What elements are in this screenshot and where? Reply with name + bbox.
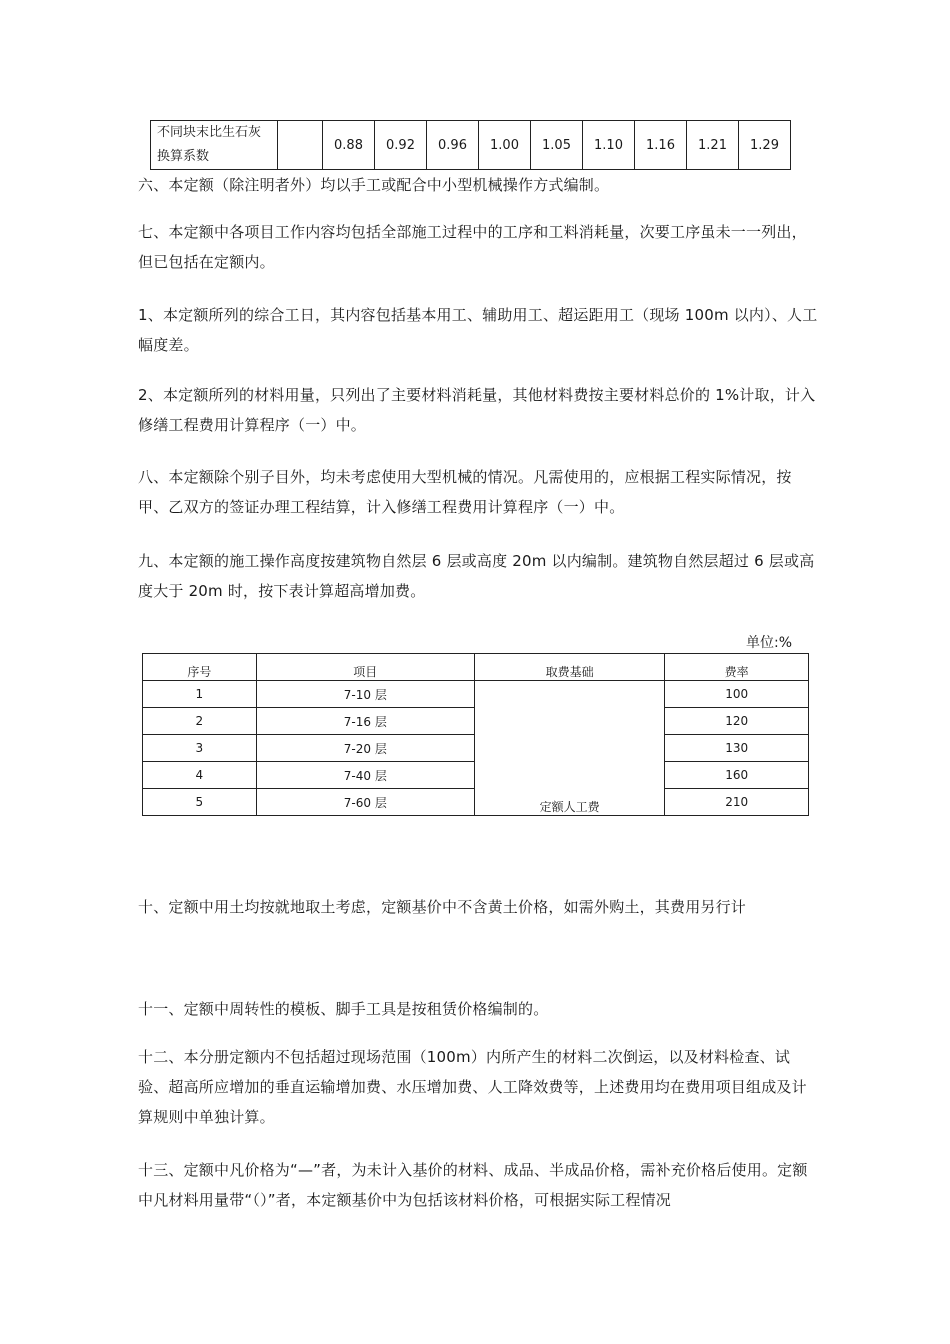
paragraph-13: 十三、定额中凡价格为“—”者，为未计入基价的材料、成品、半成品价格，需补充价格后使用。定额中凡材料用量带“（）”者，本定额基价中为包括该材料价格，可根据实际工程情况 [138,1161,808,1209]
paragraph-6: 六、本定额（除注明者外）均以手工或配合中小型机械操作方式编制。 [138,176,610,194]
row-no: 3 [143,735,257,762]
paragraph-10: 十、定额中用土均按就地取土考虑，定额基价中不含黄土价格，如需外购土，其费用另行计 [138,898,747,916]
blank-cell [278,121,323,170]
header-item: 项目 [256,654,474,681]
row-rate: 160 [665,762,809,789]
fee-rate-table [142,653,809,816]
coefficient-value: 0.92 [375,121,427,170]
row-base [474,681,664,816]
paragraph-7-2: 2、本定额所列的材料用量，只列出了主要材料消耗量，其他材料费按主要材料总价的 1%计取，计入修缮工程费用计算程序（一）中。 [138,386,816,434]
header-base: 取费基础 [474,654,664,681]
paragraph-9: 九、本定额的施工操作高度按建筑物自然层 6 层或高度 20m 以内编制。建筑物自然层超过 6 层或高度大于 20m 时，按下表计算超高增加费。 [138,552,815,600]
row-item: 7-16 层 [256,708,474,735]
row-no: 2 [143,708,257,735]
paragraph-12: 十二、本分册定额内不包括超过现场范围（100m）内所产生的材料二次倒运，以及材料检查、试验、超高所应增加的垂直运输增加费、水压增加费、人工降效费等，上述费用均在费用项目组成及计算规则中单独计算。 [138,1048,807,1126]
table-row [143,681,809,708]
coefficient-value: 1.29 [739,121,791,170]
table-row [151,121,791,170]
coefficient-value: 0.88 [323,121,375,170]
row-rate: 120 [665,708,809,735]
header-rate: 费率 [665,654,809,681]
coefficient-value: 1.21 [687,121,739,170]
unit-label: 单位:% [746,635,793,651]
row-item: 7-10 层 [256,681,474,708]
row-rate: 130 [665,735,809,762]
base-text: 定额人工费 [539,800,600,814]
coefficient-value: 1.05 [531,121,583,170]
row-item: 7-60 层 [256,789,474,816]
coefficient-value: 1.10 [583,121,635,170]
row-no: 4 [143,762,257,789]
row-item: 7-20 层 [256,735,474,762]
coefficient-label-line2: 换算系数 [157,149,210,164]
coefficient-label-line1: 不同块末比生石灰 [157,125,262,140]
row-no: 1 [143,681,257,708]
coefficient-value: 1.00 [479,121,531,170]
paragraph-11: 十一、定额中周转性的模板、脚手工具是按租赁价格编制的。 [138,1000,549,1018]
paragraph-8: 八、本定额除个别子目外，均未考虑使用大型机械的情况。凡需使用的，应根据工程实际情况，按甲、乙双方的签证办理工程结算，计入修缮工程费用计算程序（一）中。 [138,468,792,516]
coefficient-table [150,120,791,170]
paragraph-7-1: 1、本定额所列的综合工日，其内容包括基本用工、辅助用工、超运距用工（现场 100m 以内）、人工幅度差。 [138,306,818,354]
row-item: 7-40 层 [256,762,474,789]
coefficient-label [151,121,278,170]
coefficient-value: 1.16 [635,121,687,170]
header-no: 序号 [143,654,257,681]
row-rate: 100 [665,681,809,708]
table-header-row [143,654,809,681]
paragraph-7: 七、本定额中各项目工作内容均包括全部施工过程中的工序和工料消耗量，次要工序虽未一一列出，但已包括在定额内。 [138,223,807,271]
row-no: 5 [143,789,257,816]
coefficient-value: 0.96 [427,121,479,170]
row-rate: 210 [665,789,809,816]
